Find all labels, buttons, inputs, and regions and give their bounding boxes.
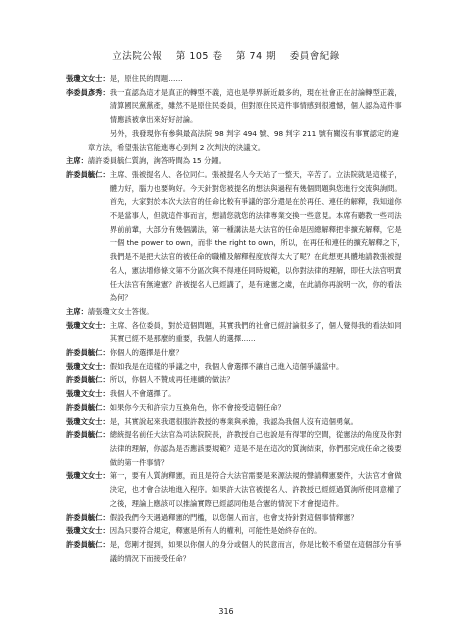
speech-text: 第一，要有人質詢釋憲，而且是符合大法官需要是來源法規的聲請釋憲要件，大法官才會做決定，也才會合法地進入程序。如果許大法官被提名人、許教授已經經過質詢所使同意權了之後，理論上應該可以推論實際已經認同他是合憲的情況下才會提這件。: [109, 471, 402, 508]
transcript-paragraph: [66, 305, 406, 319]
speaker-label: 許委員毓仁：: [66, 539, 110, 549]
speech-text: 假如我是在這樣的爭議之中，我個人會選擇不讓自己進入這個爭議當中。: [109, 361, 344, 371]
speech-text: 所以，你個人不贊成再任連續的做法？: [109, 375, 234, 385]
speaker-label: 張瓊文女士：: [66, 471, 110, 481]
issue-number: 第 74 期: [236, 51, 277, 62]
transcript-paragraph: [66, 72, 406, 86]
page-number: 316: [218, 607, 234, 616]
speaker-label: 張瓊文女士：: [66, 320, 110, 330]
speaker-label: 李委員彥秀：: [66, 87, 110, 97]
speaker-label: 張瓊文女士：: [66, 526, 110, 536]
volume-number: 第 105 卷: [175, 51, 223, 62]
speech-text: 我一直認為這才是真正的轉型不義，這也是學界新近最多的，現在社會正在討論轉型正義，清算國民黨黨產，雖然不是原住民委員，但對原住民這件事情感到很遺憾，個人認為這件事情應該被拿出來好好討論。: [109, 87, 402, 125]
speech-text: 因為只要符合規定，釋憲是所有人的權利，可能性是始終存在的。: [109, 526, 322, 536]
speaker-label: 張瓊文女士：: [66, 416, 110, 426]
speech-text: 總統提名前任大法官為司法院院長，許教授自己也說是有得罪的空間，從憲法的角度及你對法律的理解，你認為是否應該要規範？這是不是在這次的質詢結束，你們那完成任命之後要做的第一件事情？: [109, 430, 402, 467]
transcript-paragraph: [66, 360, 406, 374]
speaker-label: 許委員毓仁：: [66, 375, 110, 385]
transcript-paragraph: [66, 319, 406, 346]
speech-text: 主席、各位委員，對於這個問題，其實我們的社會已經討論很多了，個人覺得我的看法如同其實已經不是那麼的重要，我個人的選擇……: [109, 320, 402, 344]
transcript-paragraph: [66, 373, 406, 387]
speaker-label: 張瓊文女士：: [66, 74, 110, 83]
speaker-label: 主席：: [66, 156, 88, 166]
section-name: 委員會紀錄: [289, 51, 340, 62]
speech-text: 我個人不會選擇了。: [109, 389, 176, 399]
speech-text: 你個人的選擇是什麼？: [109, 348, 183, 358]
transcript-paragraph: [66, 415, 406, 429]
speaker-label: 張瓊文女士：: [66, 389, 110, 399]
transcript-paragraph: [66, 387, 406, 401]
speaker-label: 許委員毓仁：: [66, 430, 110, 440]
transcript-paragraph: [66, 127, 406, 154]
speaker-label: 許委員毓仁：: [66, 512, 110, 522]
speech-text: 請張瓊文女士答復。: [87, 306, 154, 316]
transcript-paragraph: [66, 154, 406, 168]
speaker-label: 張瓊文女士：: [66, 361, 110, 371]
speech-text: 是，原住民的問題……: [109, 74, 183, 83]
speech-text: 是，您剛才提到，如果以你個人的身分或個人的民意而言，你是比較不希望在這個部分有爭議的情況下而接受任命？: [109, 539, 402, 563]
speech-text: 假設我們今天遇過釋憲的門檻，以您個人而言，也會支持針對這個事情釋憲？: [109, 512, 358, 522]
transcript-paragraph: [66, 86, 406, 127]
transcript-paragraph: [66, 511, 406, 525]
speech-text: 如果你今天和許宗力互換角色，你不會接受這個任命？: [109, 402, 285, 412]
speaker-label: 許委員毓仁：: [66, 402, 110, 412]
transcript-paragraph: [66, 469, 406, 510]
speech-text: 主席、張被提名人、各位同仁。張被提名人今天站了一整天，辛苦了。立法院就是這樣子，體力好，腦力也要夠好。今天針對您被提名的想法與過程有幾個問題與您進行交流與詢問。首先，大家對於本次大法官的任命比較有爭議的部分還是在於再任、連任的解釋，我知道你不是當事人，但就這件事而言，想請您就您的法律專業交換一些意見。本席有聽教一些司法界前前輩，大部分有幾個講法，第一種講法是大法官的任命是因總解釋把非擴充解釋，它是一個 the power to own，而非 the right to own，所以，在再任和連任的擴充解釋之下，我們是不是把大法官的被任命的職權及解釋程度放得太大了呢？在此想更具體地請教張被提名人，憲法增修條文第不分區次與不得連任同時規範，以你對法律的理解，即任大法官明責任大法官有無違憲？許被提名人已經講了，是有違憲之虞，在此請你再說明一次，你的看法為何？: [109, 169, 405, 303]
speech-text: 請許委員毓仁質詢，詢答時間為 15 分鐘。: [87, 156, 226, 166]
transcript-paragraph: [66, 401, 406, 415]
transcript-paragraph: [66, 168, 406, 305]
transcript-paragraph: [66, 538, 406, 565]
journal-name: 立法院公報: [112, 51, 163, 62]
transcript-paragraph: [66, 428, 406, 469]
speech-text: 是，其實說起來我還很服許教授的專業與承擔，我認為我個人沒有這個勇氣。: [109, 416, 358, 426]
page-header: [0, 48, 452, 62]
speaker-label: 許委員毓仁：: [66, 169, 110, 179]
transcript-paragraph: [66, 346, 406, 360]
transcript-body: [66, 72, 406, 565]
speech-text: 另外，我發現你有參與最高法院 98 判字 494 號、98 判字 211 號有關沒有事實認定的違章方法，希望張法官能進專心到判 2 次判決的決議文。: [88, 128, 399, 152]
transcript-paragraph: [66, 524, 406, 538]
speaker-label: 許委員毓仁：: [66, 348, 110, 358]
speaker-label: 主席：: [66, 306, 88, 316]
